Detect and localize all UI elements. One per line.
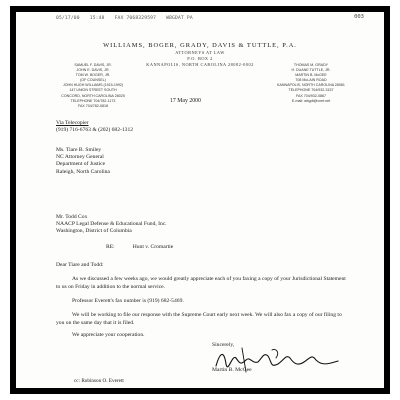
paragraph-2: Professor Everett's fax number is (919) 682-5469.	[72, 298, 184, 304]
paragraph-4: We appreciate your cooperation.	[72, 332, 145, 338]
fax-date: 05/17/00	[56, 16, 80, 21]
letterhead-left-line: JOHN HUGH WILLIAMS (1915-1992)	[62, 83, 124, 88]
recipient-line: Department of Justice	[56, 161, 106, 168]
letterhead-right-column	[268, 63, 354, 104]
paragraph-3: We will be working to file our response with the Supreme Court early next week. We will also fax a copy of our filing to you on the same day that it is filed.	[56, 312, 342, 326]
letterhead-left-line: SAMUEL F. DAVIS, JR.	[74, 63, 112, 67]
letterhead-left-line: TOM W. BOGER, JR.	[75, 73, 111, 78]
delivery-method	[56, 120, 133, 134]
letterhead-right-line: MARTIN B. McGEE	[295, 73, 327, 78]
fax-numbers: (919) 716-6763 & (202) 682-1312	[56, 127, 134, 134]
fax-number: FAX 7068329597	[114, 16, 157, 21]
letter-date: 17 May 2000	[170, 98, 201, 104]
letterhead-right-line: 708 McLAIN ROAD	[295, 78, 327, 83]
closing: Sincerely,	[212, 342, 235, 348]
via-telecopier: Via Telecopier	[56, 120, 89, 126]
re-label: RE:	[106, 244, 115, 250]
letterhead-left-line: FAX 704/782-0818	[78, 103, 108, 108]
letterhead-right-line: FAX 704/932-0867	[296, 93, 326, 98]
letterhead-right-line: E-mail: wbgdt@vnet.net	[291, 98, 331, 103]
letterhead-right-line: KANNAPOLIS, NORTH CAROLINA 28081	[277, 83, 345, 88]
fax-transmission-header	[56, 16, 346, 21]
letter-page	[16, 12, 384, 388]
firm-city: KANNAPOLIS, NORTH CAROLINA 28082-0002	[146, 62, 254, 67]
letterhead-left-line: CONCORD, NORTH CAROLINA 28025	[61, 93, 125, 98]
carbon-copy-line: cc: Robinson O. Everett	[74, 378, 124, 384]
letterhead-left-line: 147 UNION STREET SOUTH	[69, 88, 117, 93]
document-frame	[10, 6, 390, 394]
letterhead-right-line: TELEPHONE 704/932-3157	[288, 88, 334, 93]
handwritten-signature	[212, 344, 342, 378]
letterhead-left-line: TELEPHONE 704/782-1173	[70, 98, 116, 103]
firm-subtitle: ATTORNEYS AT LAW	[175, 50, 225, 55]
fax-page-number: 003	[354, 14, 364, 20]
letterhead-left-column	[56, 63, 130, 109]
recipient-address-1	[56, 147, 110, 176]
recipient-line: Mr. Todd Cox	[56, 214, 88, 220]
re-text: Hunt v. Cromartie	[132, 244, 174, 250]
recipient-line: Raleigh, North Carolina	[56, 168, 110, 175]
subject-line	[106, 244, 173, 250]
paragraph-1: As we discussed a few weeks ago, we would greatly appreciate each of you faxing a copy of your Jurisdictional Statement to us on Friday in addition to the normal service.	[56, 276, 346, 290]
letterhead-right-line: THOMAS M. GRADY	[293, 63, 329, 67]
letterhead-right-line: H. DUANE TUTTLE, JR.	[291, 68, 331, 73]
signer-name: Martin B. McGee	[212, 367, 252, 374]
recipient-address-2	[56, 214, 167, 236]
fax-time: 15:48	[89, 16, 105, 21]
salutation: Dear Tiare and Todd:	[56, 262, 104, 268]
letterhead-left-line: JOHN E. DAVIS, JR.	[76, 68, 110, 73]
letterhead-left-line: (OF COUNSEL)	[80, 78, 106, 83]
firm-name: WILLIAMS, BOGER, GRADY, DAVIS & TUTTLE, P.A.	[103, 42, 297, 49]
fax-sender: WBGDAT PA	[166, 16, 193, 21]
recipient-line: NC Attorney General	[56, 154, 104, 161]
recipient-line: Washington, District of Columbia	[56, 228, 132, 235]
firm-po-box: P.O. BOX 2	[187, 56, 213, 61]
recipient-line: NAACP Legal Defense & Educational Fund, Inc.	[56, 221, 167, 228]
recipient-line: Ms. Tiare B. Smiley	[56, 147, 102, 153]
